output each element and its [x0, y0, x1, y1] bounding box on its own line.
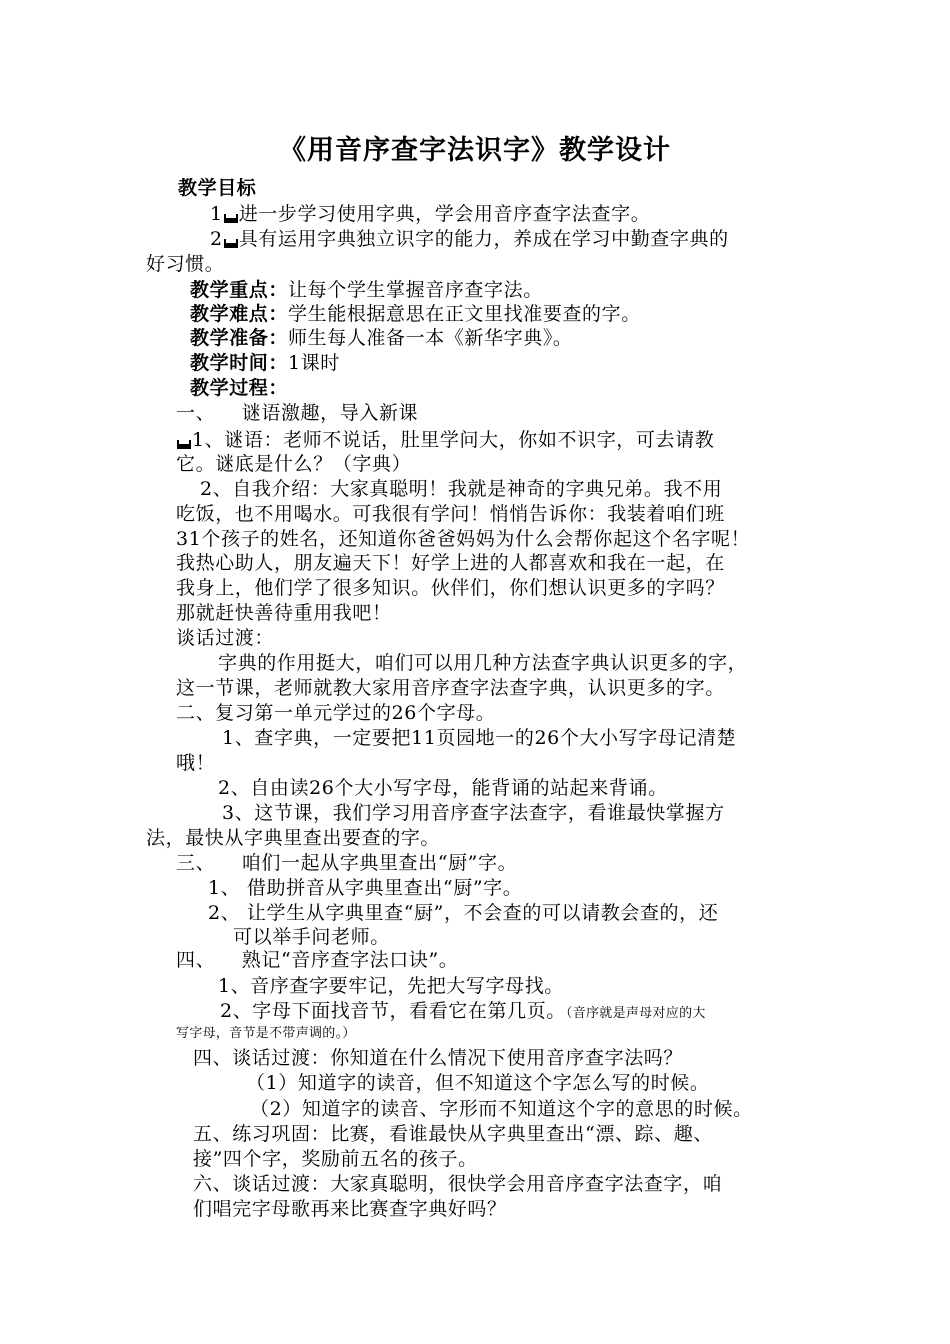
transition-text: 这一节课，老师就教大家用音序查字法查字典，认识更多的字。: [176, 677, 725, 699]
section-1-heading: 一、 谜语激趣，导入新课: [176, 402, 419, 424]
key-point-text: 让每个学生掌握音序查字法。: [288, 279, 543, 301]
goal-number: 2: [210, 228, 223, 250]
duration-text: 1课时: [288, 352, 340, 374]
duration: [190, 351, 340, 375]
section-3-item: 1、 借助拼音从字典里查出“厨”字。: [208, 877, 523, 899]
section-2-item-continued: 法，最快从字典里查出要查的字。: [146, 827, 441, 849]
transition-text: 字典的作用挺大，咱们可以用几种方法查字典认识更多的字，: [218, 652, 748, 674]
intro-line: 31个孩子的姓名，还知道你爸爸妈妈为什么会帮你起这个名字呢！: [176, 528, 751, 550]
intro-line: 2、自我介绍：大家真聪明！我就是神奇的字典兄弟。我不用: [200, 478, 723, 500]
duration-label: 教学时间：: [190, 352, 289, 374]
section-4b-item: （2）知道字的读音、字形而不知道这个字的意思的时候。: [250, 1098, 753, 1120]
section-4-heading: 四、 熟记“音序查字法口诀”。: [176, 949, 459, 971]
bracket-mark-icon: [224, 239, 238, 248]
key-point: [190, 278, 543, 302]
transition-label: 谈话过渡：: [176, 627, 275, 649]
process-heading: 教学过程：: [190, 377, 289, 399]
riddle-text-continued: 它。谜底是什么？（字典）: [176, 453, 412, 475]
intro-line: 那就赶快善待重用我吧！: [176, 602, 392, 624]
section-4-item: 1、音序查字要牢记，先把大写字母找。: [218, 975, 564, 997]
document-title: 《用音序查字法识字》教学设计: [279, 135, 671, 166]
section-2-heading: 二、复习第一单元学过的26个字母。: [176, 702, 496, 724]
goal-text: 进一步学习使用字典，学会用音序查字法查字。: [238, 203, 651, 225]
section-4-item-text: 2、字母下面找音节，看看它在第几页。: [220, 1000, 566, 1022]
riddle-line: [176, 428, 714, 452]
goal-item-1: [210, 202, 650, 226]
section-6-text-continued: 们唱完字母歌再来比赛查字典好吗？: [193, 1198, 507, 1220]
section-4b-item: （1）知道字的读音，但不知道这个字怎么写的时候。: [246, 1072, 710, 1094]
section-5-text: 五、练习巩固：比赛，看谁最快从字典里查出“漂、踪、趣、: [193, 1123, 713, 1145]
intro-line: 我身上，他们学了很多知识。伙伴们，你们想认识更多的字吗？: [176, 577, 725, 599]
difficulty-text: 学生能根据意思在正文里找准要查的字。: [288, 303, 641, 325]
goals-heading: 教学目标: [178, 177, 257, 199]
preparation-label: 教学准备：: [190, 327, 289, 349]
section-4-note-continued: 写字母，音节是不带声调的。）: [176, 1026, 356, 1041]
goal-text: 具有运用字典独立识字的能力，养成在学习中勤查字典的: [238, 228, 729, 250]
section-4-note: （音序就是声母对应的大: [565, 1006, 706, 1021]
intro-line: 吃饭，也不用喝水。可我很有学问！悄悄告诉你：我装着咱们班: [176, 503, 725, 525]
section-2-item: 3、这节课，我们学习用音序查字法查字，看谁最快掌握方: [222, 802, 725, 824]
goal-item-2: [210, 227, 729, 251]
key-point-label: 教学重点：: [190, 279, 289, 301]
goal-number: 1: [210, 203, 223, 225]
section-2-item-continued: 哦！: [176, 752, 216, 774]
intro-line: 我热心助人，朋友遍天下！好学上进的人都喜欢和我在一起，在: [176, 552, 725, 574]
section-3-item: 2、 让学生从字典里查“厨”，不会查的可以请教会查的，还: [208, 902, 719, 924]
section-5-text-continued: 接”四个字，奖励前五名的孩子。: [193, 1148, 478, 1170]
goal-text-continued: 好习惯。: [146, 253, 225, 275]
section-2-item: 2、自由读26个大小写字母，能背诵的站起来背诵。: [218, 777, 668, 799]
section-3-heading: 三、 咱们一起从字典里查出“厨”字。: [176, 852, 518, 874]
section-4b-heading: 四、谈话过渡：你知道在什么情况下使用音序查字法吗？: [193, 1047, 684, 1069]
difficulty: [190, 302, 641, 326]
difficulty-label: 教学难点：: [190, 303, 289, 325]
preparation-text: 师生每人准备一本《新华字典》。: [288, 327, 573, 349]
section-3-item-continued: 可以举手问老师。: [233, 926, 390, 948]
section-2-item: 1、查字典，一定要把11页园地一的26个大小写字母记清楚: [222, 727, 737, 749]
bracket-mark-icon: [224, 214, 238, 223]
bracket-mark-icon: [177, 440, 191, 449]
preparation: [190, 326, 573, 350]
section-6-text: 六、谈话过渡：大家真聪明，很快学会用音序查字法查字，咱: [193, 1173, 723, 1195]
riddle-text: 1、谜语：老师不说话，肚里学问大，你如不识字，可去请教: [192, 429, 715, 451]
